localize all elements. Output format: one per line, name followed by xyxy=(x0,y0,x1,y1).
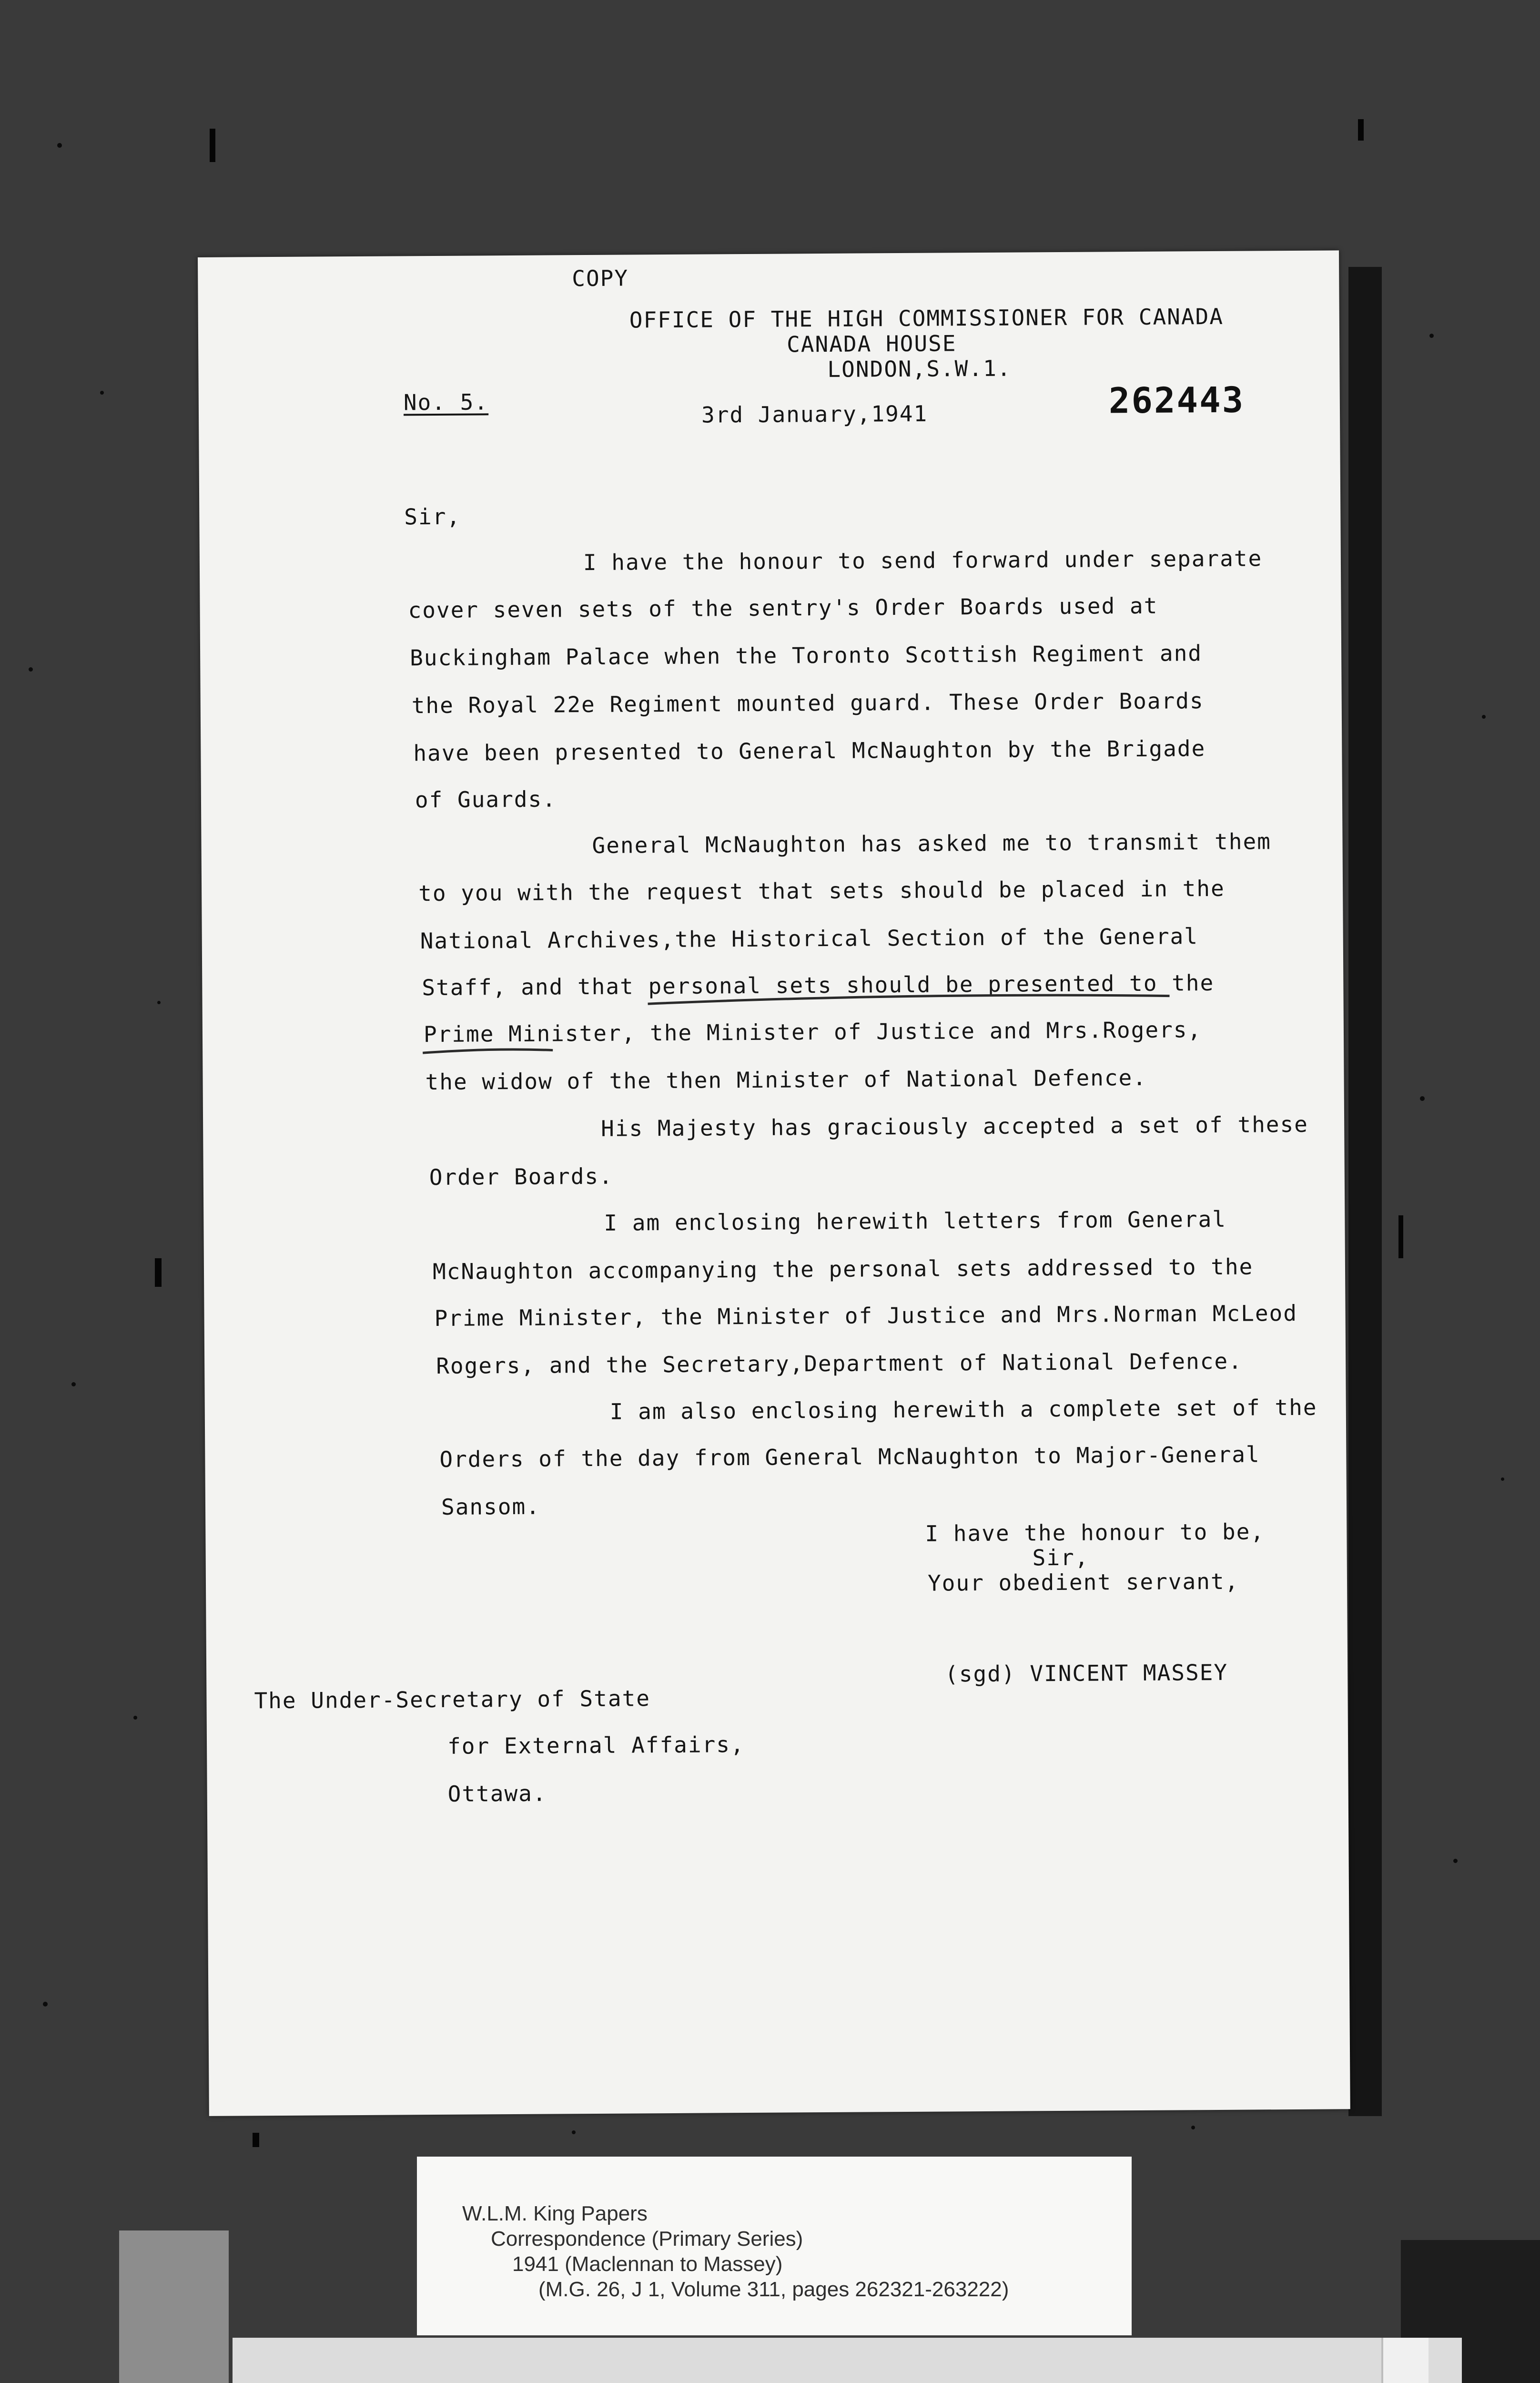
speck xyxy=(572,2130,576,2134)
letterhead-office: OFFICE OF THE HIGH COMMISSIONER FOR CANADA xyxy=(629,303,1224,333)
speck xyxy=(157,1001,161,1004)
body-line: Prime Minister, the Minister of Justice and Mrs.Norman McLeod xyxy=(434,1300,1298,1332)
closing-line: Your obedient servant, xyxy=(927,1568,1239,1596)
body-line-underlined: Prime Minister, the Minister of Justice and Mrs.Rogers, xyxy=(423,1017,1202,1048)
film-mark xyxy=(1358,119,1364,141)
addressee-line: The Under-Secretary of State xyxy=(254,1685,651,1714)
letterhead-city: LONDON,S.W.1. xyxy=(827,355,1012,382)
body-line: McNaughton accompanying the personal sets addressed to the xyxy=(432,1253,1254,1285)
closing-line: I have the honour to be, xyxy=(925,1518,1265,1547)
label-line: (M.G. 26, J 1, Volume 311, pages 262321-263222) xyxy=(538,2278,1009,2301)
body-line: Sansom. xyxy=(441,1493,541,1520)
body-line: I have the honour to send forward under separate xyxy=(583,545,1263,576)
film-mark xyxy=(210,129,215,162)
speck xyxy=(71,1382,76,1386)
handwritten-underline xyxy=(198,250,1344,1068)
speck xyxy=(1482,715,1486,719)
closing-line: Sir, xyxy=(1032,1544,1089,1571)
speck xyxy=(133,1716,137,1720)
label-line: 1941 (Maclennan to Massey) xyxy=(512,2252,783,2276)
speck xyxy=(43,2002,48,2006)
body-line: cover seven sets of the sentry's Order Boards used at xyxy=(408,592,1158,623)
body-line: have been presented to General McNaughton by the Brigade xyxy=(413,735,1206,766)
salutation: Sir, xyxy=(404,503,461,530)
body-line: to you with the request that sets should be placed in the xyxy=(418,875,1225,906)
archives-card xyxy=(233,2338,1462,2383)
body-line: Order Boards. xyxy=(429,1163,613,1191)
speck xyxy=(1429,334,1434,338)
body-line: General McNaughton has asked me to transmit them xyxy=(592,828,1272,858)
speck xyxy=(1453,1859,1458,1863)
speck xyxy=(1191,2126,1195,2129)
body-line: the widow of the then Minister of National Defence. xyxy=(425,1064,1147,1095)
addressee-line: Ottawa. xyxy=(447,1780,547,1807)
mounting-tape-left xyxy=(119,2230,229,2383)
speck xyxy=(57,143,62,148)
body-line: Orders of the day from General McNaughton to Major-General xyxy=(439,1441,1260,1472)
film-mark xyxy=(1398,1215,1403,1258)
paper-shadow xyxy=(1348,267,1382,2116)
body-line-underlined: Staff, and that personal sets should be presented to the xyxy=(422,969,1215,1001)
body-line: Rogers, and the Secretary,Department of National Defence. xyxy=(436,1348,1243,1379)
stamped-page-number: 262443 xyxy=(1108,379,1245,422)
letter-page xyxy=(198,250,1350,2116)
body-line: I am enclosing herewith letters from General xyxy=(604,1206,1227,1236)
speck xyxy=(1420,1096,1425,1101)
card-edge-strip xyxy=(1381,2338,1429,2383)
copy-mark: COPY xyxy=(572,265,629,292)
catalogue-label xyxy=(417,2157,1132,2335)
reference-number: No. 5. xyxy=(403,389,489,416)
speck xyxy=(100,391,104,395)
letterhead-house: CANADA HOUSE xyxy=(786,330,957,357)
addressee-line: for External Affairs, xyxy=(447,1731,745,1759)
film-mark xyxy=(253,2133,259,2147)
body-line: the Royal 22e Regiment mounted guard. These Order Boards xyxy=(411,688,1204,719)
film-mark xyxy=(155,1258,162,1287)
letter-date: 3rd January,1941 xyxy=(701,400,928,428)
signature: (sgd) VINCENT MASSEY xyxy=(945,1659,1228,1687)
body-line: I am also enclosing herewith a complete set of the xyxy=(609,1394,1317,1425)
speck xyxy=(1501,1477,1504,1481)
speck xyxy=(29,667,33,672)
body-line: of Guards. xyxy=(415,786,557,813)
label-line: Correspondence (Primary Series) xyxy=(491,2227,803,2251)
body-line: National Archives,the Historical Section of the General xyxy=(420,923,1199,954)
label-line: W.L.M. King Papers xyxy=(462,2202,648,2225)
body-line: Buckingham Palace when the Toronto Scottish Regiment and xyxy=(409,640,1203,671)
body-line: His Majesty has graciously accepted a set of these xyxy=(601,1111,1309,1141)
